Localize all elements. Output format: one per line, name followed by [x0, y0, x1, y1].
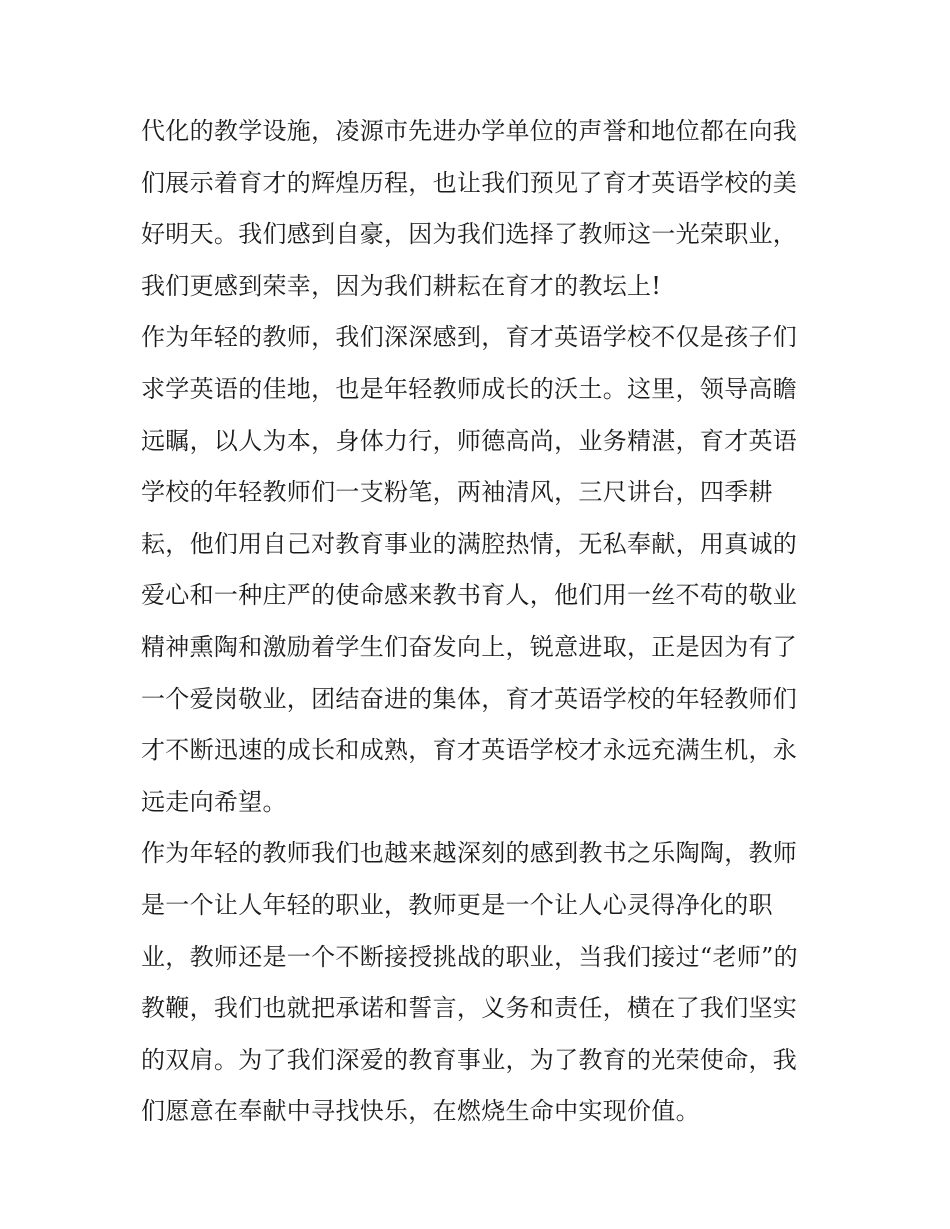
text-line: 们展示着育才的辉煌历程，也让我们预见了育才英语学校的美	[141, 168, 798, 197]
text-line: 代化的教学设施，凌源市先进办学单位的声誉和地位都在向我	[141, 117, 798, 145]
text-line: 求学英语的佳地，也是年轻教师成长的沃土。这里，领导高瞻	[141, 374, 798, 403]
text-line: 是一个让人年轻的职业，教师更是一个让人心灵得净化的职	[141, 890, 773, 919]
text-line: 远走向希望。	[141, 787, 287, 816]
text-line: 爱心和一种庄严的使命感来教书育人，他们用一丝不苟的敬业	[141, 581, 798, 610]
text-line: 才不断迅速的成长和成熟，育才英语学校才永远充满生机，永	[141, 736, 798, 765]
text-line: 学校的年轻教师们一支粉笔，两袖清风，三尺讲台，四季耕	[141, 478, 773, 507]
document-body	[141, 106, 821, 1138]
text-line: 业，教师还是一个不断接授挑战的职业，当我们接过“老师”的	[141, 942, 798, 971]
text-line: 耘，他们用自己对教育事业的满腔热情，无私奉献，用真诚的	[141, 529, 798, 558]
text-line: 教鞭，我们也就把承诺和誓言，义务和责任，横在了我们坚实	[141, 994, 798, 1023]
text-line: 远瞩，以人为本，身体力行，师德高尚，业务精湛，育才英语	[141, 426, 798, 455]
text-line: 们愿意在奉献中寻找快乐，在燃烧生命中实现价值。	[141, 1097, 700, 1126]
text-line: 的双肩。为了我们深爱的教育事业，为了教育的光荣使命，我	[141, 1045, 798, 1074]
text-line: 我们更感到荣幸，因为我们耕耘在育才的教坛上!	[141, 271, 662, 300]
text-line: 作为年轻的教师我们也越来越深刻的感到教书之乐陶陶，教师	[141, 839, 798, 868]
text-line: 作为年轻的教师，我们深深感到，育才英语学校不仅是孩子们	[141, 323, 798, 352]
text-line: 精神熏陶和激励着学生们奋发向上，锐意进取，正是因为有了	[141, 632, 798, 661]
text-line: 一个爱岗敬业，团结奋进的集体，育才英语学校的年轻教师们	[141, 684, 798, 713]
text-line: 好明天。我们感到自豪，因为我们选择了教师这一光荣职业，	[141, 220, 798, 249]
